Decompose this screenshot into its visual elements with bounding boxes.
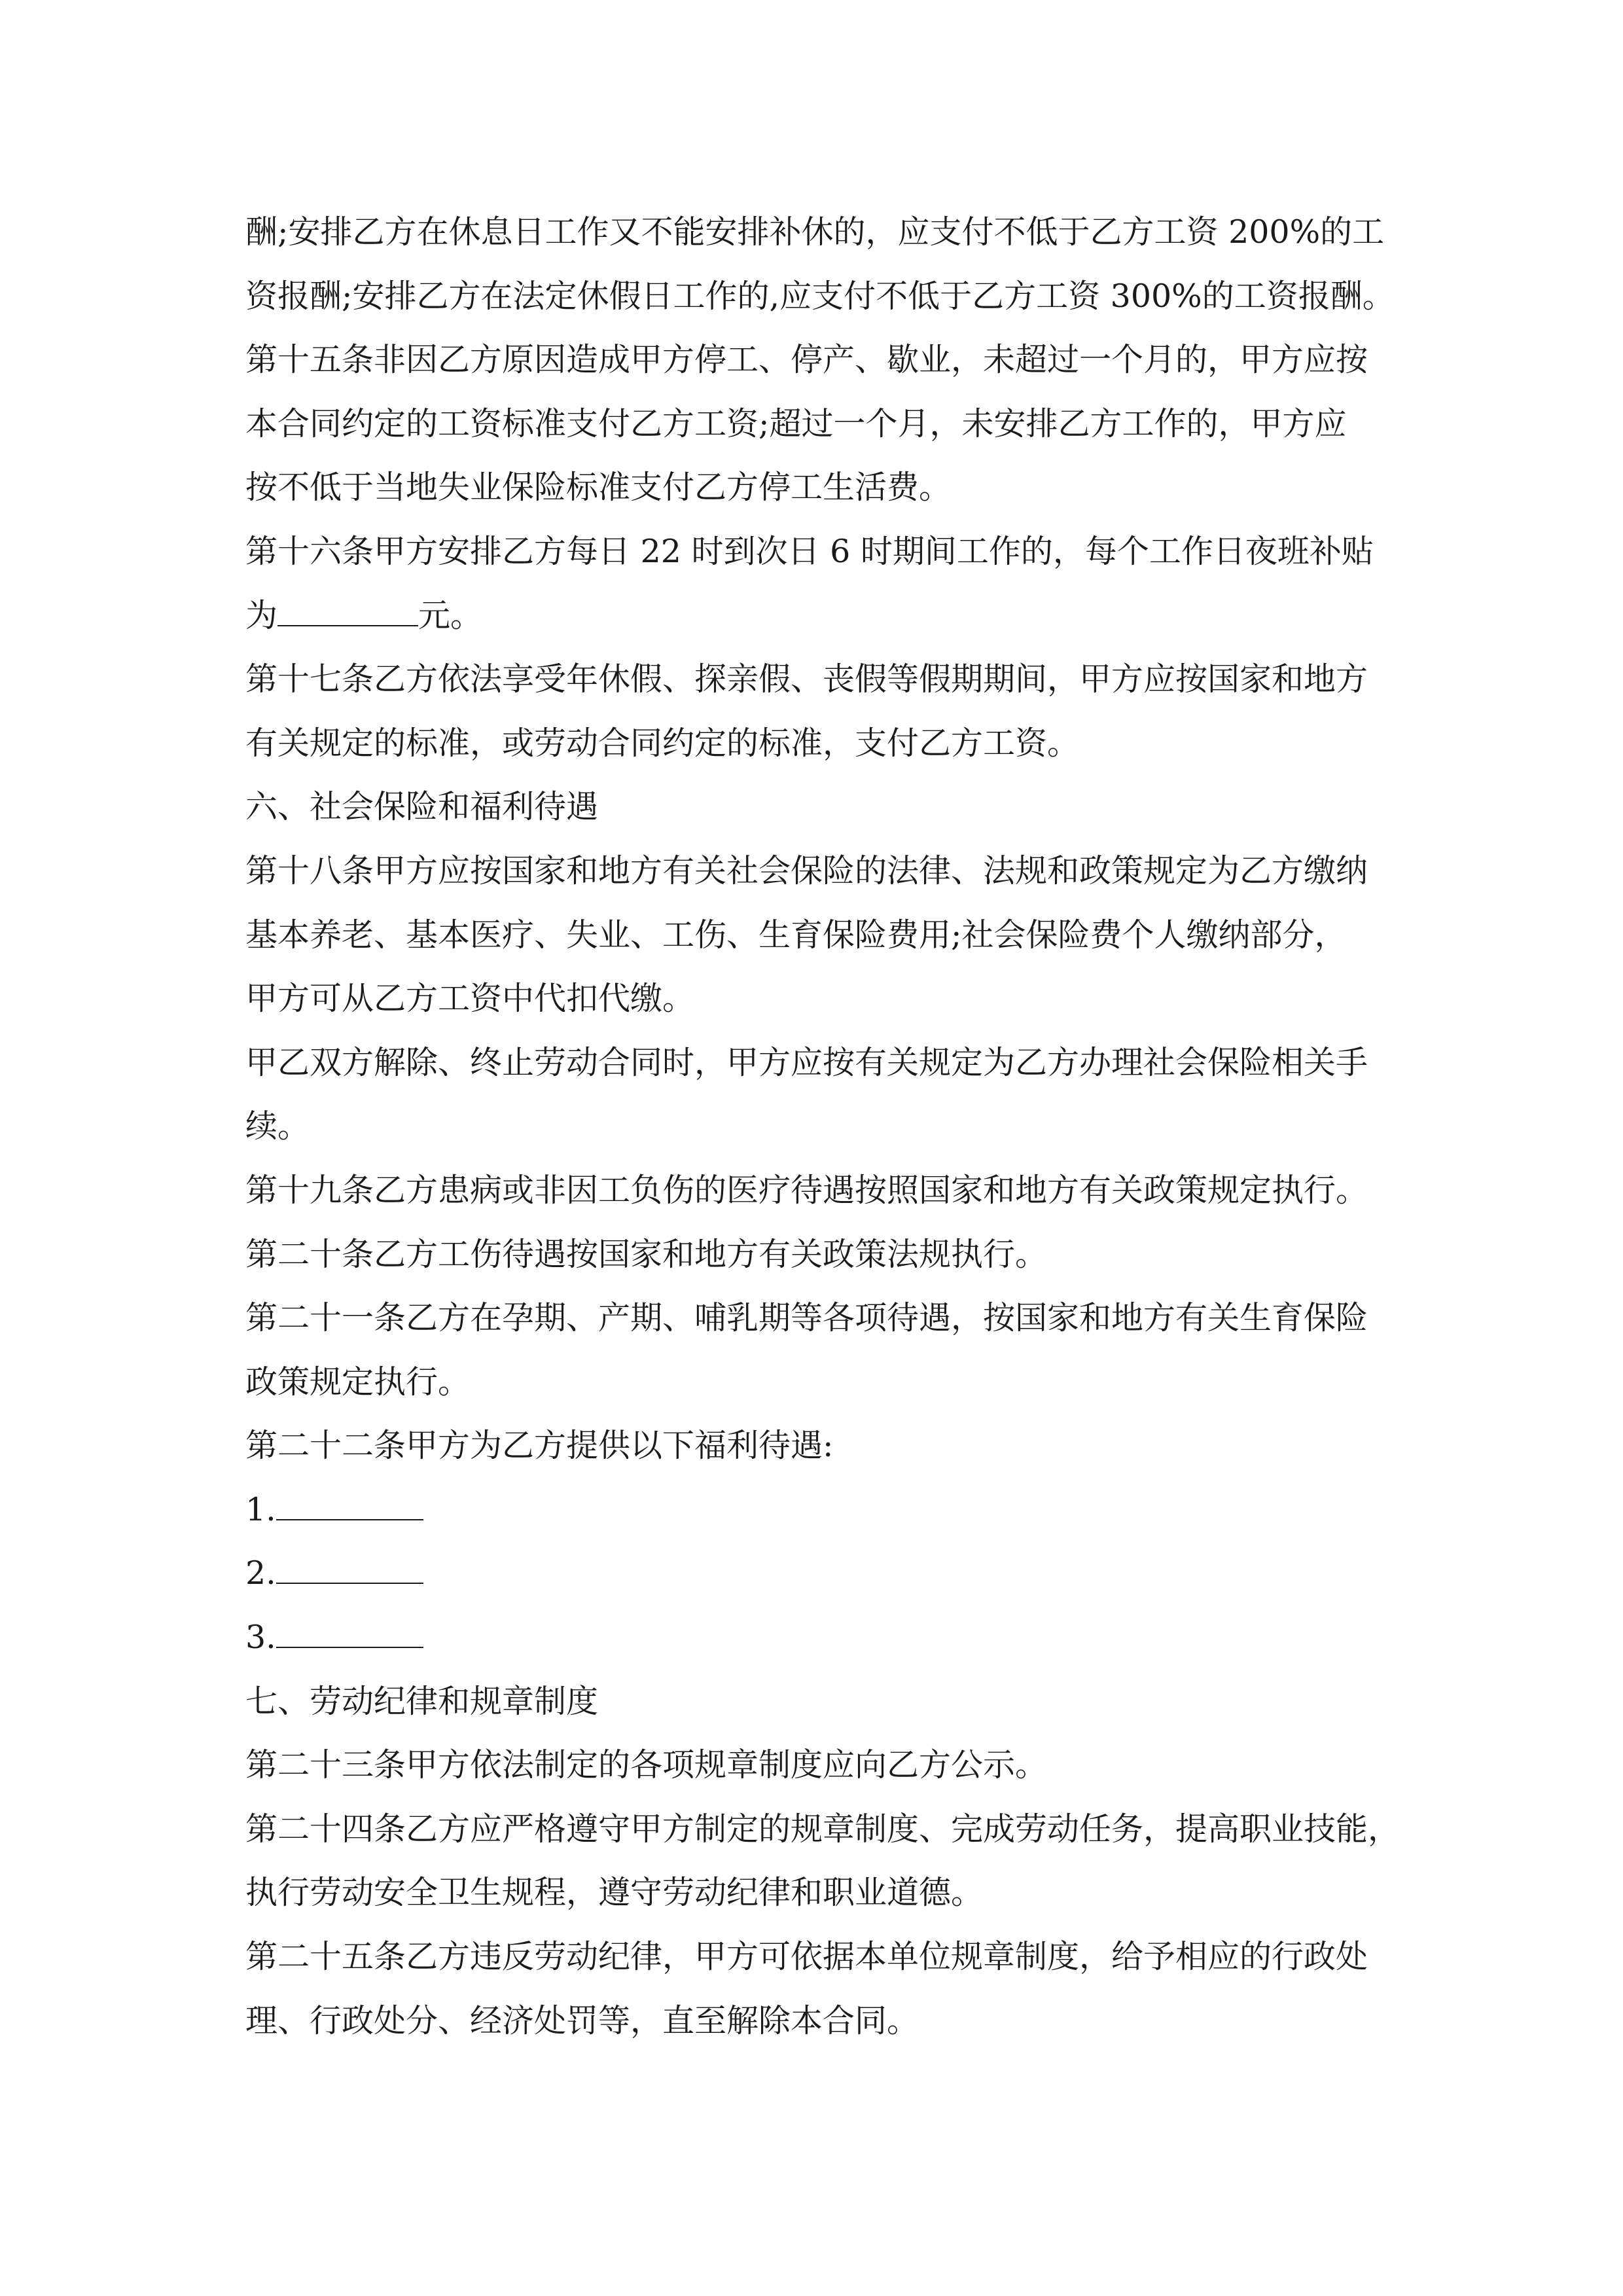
text-line: 第十八条甲方应按国家和地方有关社会保险的法律、法规和政策规定为乙方缴纳: [245, 852, 1368, 889]
text-line: 第十六条甲方安排乙方每日 22 时到次日 6 时期间工作的，每个工作日夜班补贴: [245, 532, 1374, 570]
list-number: 2.: [245, 1554, 276, 1592]
text-line: 理、行政处分、经济处罚等，直至解除本合同。: [245, 2001, 919, 2039]
text-line: 第二十条乙方工伤待遇按国家和地方有关政策法规执行。: [245, 1235, 1048, 1273]
section-heading: 六、社会保险和福利待遇: [245, 788, 599, 826]
text-line: 第十七条乙方依法享受年休假、探亲假、丧假等假期期间，甲方应按国家和地方: [245, 660, 1368, 698]
text-line: 甲乙双方解除、终止劳动合同时，甲方应按有关规定为乙方办理社会保险相关手: [245, 1043, 1368, 1081]
list-blank: [276, 1621, 423, 1648]
text-line: 第十九条乙方患病或非因工负伤的医疗待遇按照国家和地方有关政策规定执行。: [245, 1171, 1368, 1209]
text-line: 执行劳动安全卫生规程，遵守劳动纪律和职业道德。: [245, 1874, 984, 1912]
text-line: 第二十四条乙方应严格遵守甲方制定的规章制度、完成劳动任务，提高职业技能，: [245, 1810, 1400, 1848]
text-line: 第二十二条甲方为乙方提供以下福利待遇:: [245, 1427, 834, 1465]
allowance-line: [245, 584, 1404, 648]
list-blank: [276, 1556, 423, 1584]
text-line: 按不低于当地失业保险标准支付乙方停工生活费。: [245, 469, 952, 507]
allowance-blank: [277, 599, 418, 626]
list-blank: [276, 1493, 423, 1520]
list-number: 3.: [245, 1619, 276, 1657]
text-line: 有关规定的标准，或劳动合同约定的标准，支付乙方工资。: [245, 724, 1080, 762]
text-line: 第二十三条甲方依法制定的各项规章制度应向乙方公示。: [245, 1746, 1048, 1784]
text-line: 本合同约定的工资标准支付乙方工资;超过一个月，未安排乙方工作的，甲方应: [245, 404, 1347, 442]
document-body: [245, 200, 1404, 2053]
allowance-prefix: 为: [245, 596, 278, 634]
section-heading: 七、劳动纪律和规章制度: [245, 1682, 599, 1720]
text-line: 资报酬;安排乙方在法定休假日工作的,应支付不低于乙方工资 300%的工资报酬。: [245, 277, 1395, 315]
benefit-list-item: [245, 1541, 1404, 1605]
text-line: 基本养老、基本医疗、失业、工伤、生育保险费用;社会保险费个人缴纳部分，: [245, 916, 1347, 954]
text-line: 酬;安排乙方在休息日工作又不能安排补休的，应支付不低于乙方工资 200%的工: [245, 213, 1385, 251]
text-line: 政策规定执行。: [245, 1363, 471, 1401]
text-line: 第十五条非因乙方原因造成甲方停工、停产、歇业，未超过一个月的，甲方应按: [245, 341, 1368, 379]
text-line: 第二十五条乙方违反劳动纪律，甲方可依据本单位规章制度，给予相应的行政处: [245, 1938, 1368, 1976]
benefit-list-item: [245, 1605, 1404, 1670]
text-line: 第二十一条乙方在孕期、产期、哺乳期等各项待遇，按国家和地方有关生育保险: [245, 1299, 1368, 1337]
list-number: 1.: [245, 1490, 276, 1528]
benefit-list-item: [245, 1478, 1404, 1542]
text-line: 续。: [245, 1107, 310, 1145]
allowance-suffix: 元。: [418, 596, 483, 634]
text-line: 甲方可从乙方工资中代扣代缴。: [245, 980, 695, 1018]
